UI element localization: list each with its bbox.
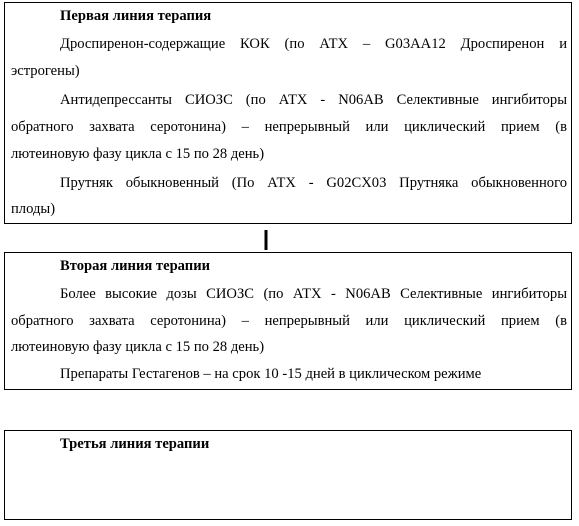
second-line-item2-line1: Препараты Гестагенов – на срок 10 -15 дней в циклическом режиме — [60, 366, 482, 382]
second-line-therapy-box — [4, 252, 572, 390]
first-line-item2-line1: Антидепрессанты СИОЗС (по АТХ - N06AB Селективные ингибиторы — [60, 92, 567, 108]
second-line-item1-line1: Более высокие дозы СИОЗС (по АТХ - N06AB Селективные ингибиторы — [60, 286, 567, 302]
third-line-therapy-box — [4, 430, 572, 520]
first-line-item1-line1: Дроспиренон-содержащие КОК (по АТХ – G03AA12 Дроспиренон и — [60, 36, 567, 52]
third-line-title: Третья линия терапии — [60, 436, 210, 452]
first-line-item2-line3: лютеиновую фазу цикла с 15 по 28 день) — [11, 146, 265, 162]
second-line-item1-line3: лютеиновую фазу цикла с 15 по 28 день) — [11, 339, 265, 355]
first-line-item1-line2: эстрогены) — [11, 63, 80, 79]
first-line-title: Первая линия терапия — [60, 8, 212, 24]
first-line-therapy-box — [4, 2, 572, 224]
second-line-title: Вторая линия терапии — [60, 258, 211, 274]
second-line-item1-line2: обратного захвата серотонина) – непрерывный или циклический прием (в — [11, 313, 567, 329]
first-line-item3-line1: Прутняк обыкновенный (По АТХ - G02CX03 Прутняка обыкновенного — [60, 175, 567, 191]
first-line-item2-line2: обратного захвата серотонина) – непрерывный или циклический прием (в — [11, 119, 567, 135]
first-line-item3-line2: плоды) — [11, 201, 56, 217]
down-arrow-icon — [264, 230, 268, 250]
